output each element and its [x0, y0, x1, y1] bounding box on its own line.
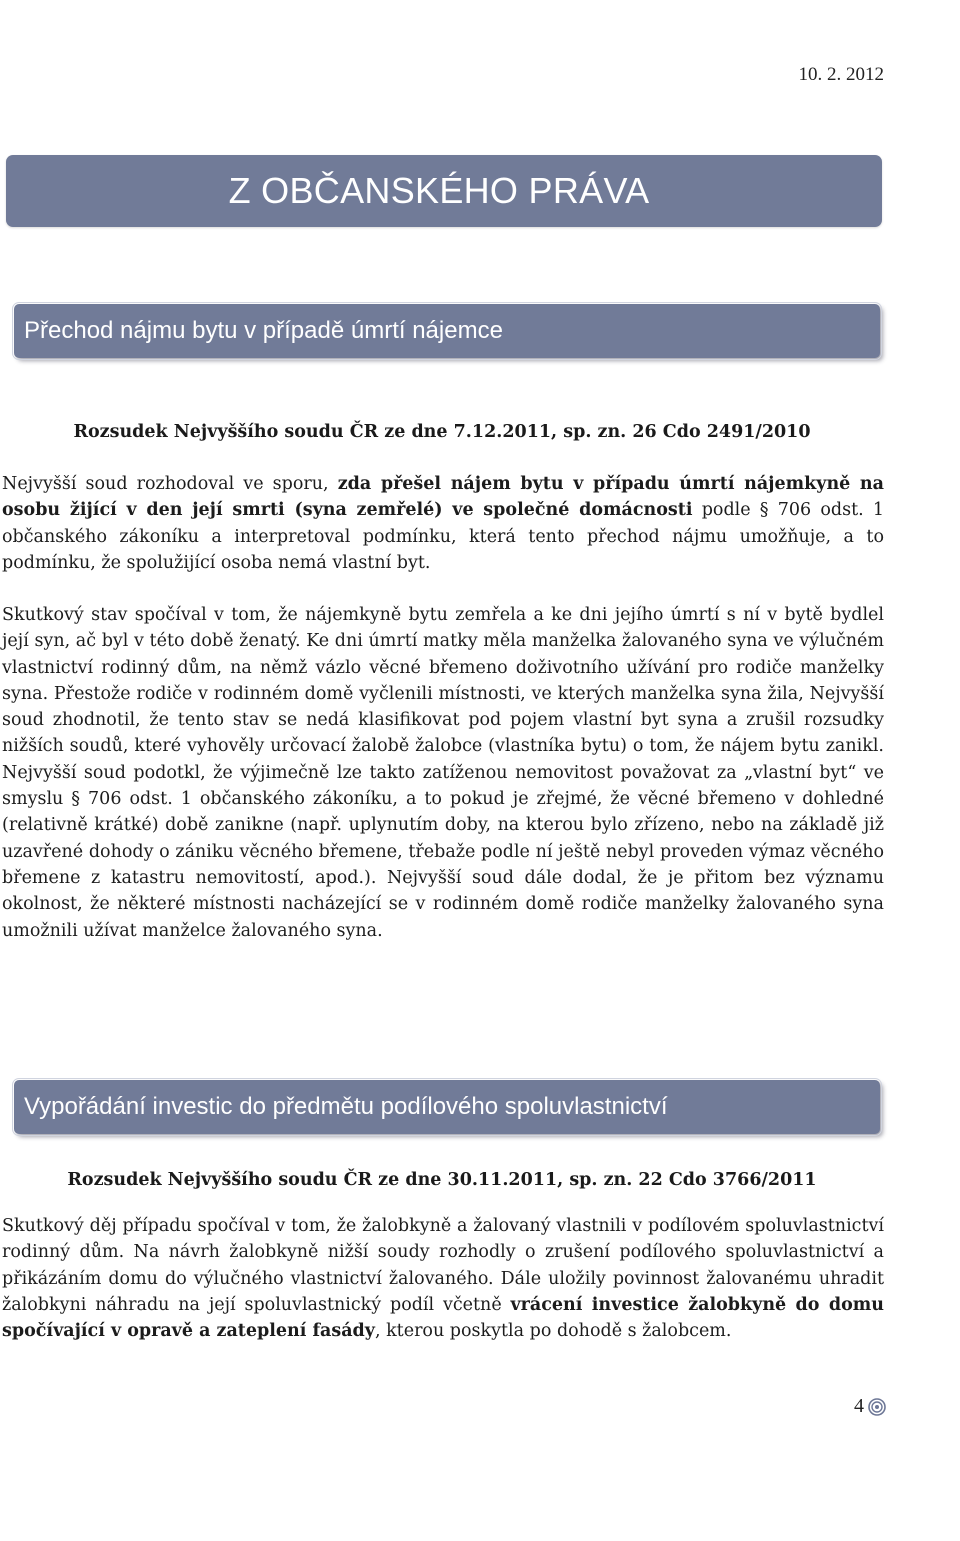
- target-icon: [868, 1398, 886, 1416]
- header-date: 10. 2. 2012: [798, 64, 884, 85]
- page-number: [854, 1395, 886, 1418]
- paragraph-text: , kterou poskytla po dohodě s žalobcem.: [374, 1321, 732, 1342]
- paragraph-emphasis: vrácení investice žalobkyně do domu spočívající v opravě a zateplení fasády: [2, 1294, 884, 1342]
- section-2-paragraph-1: [2, 1213, 884, 1344]
- section-heading-2-text: Vypořádání investic do předmětu podílového spoluvlastnictví: [24, 1093, 668, 1120]
- paragraph-text: Skutkový děj případu spočíval v tom, že žalobkyně a žalovaný vlastnili v podílovém spoluvlastnictví rodinný dům. Na návrh žalobkyně nižší soudy rozhodly o zrušení podílového spoluvlastnictví a přikázáním domu do výlučného vlastnictví žalovaného. Dále uložily povinnost žalovanému uhradit žalobkyni náhradu na její spoluvlastnický podíl včetně: [2, 1216, 884, 1315]
- section-1-paragraph-2: Skutkový stav spočíval v tom, že nájemkyně bytu zemřela a ke dni jejího úmrtí s ní v bytě bydlel její syn, ač byl v této době ženatý. Ke dni úmrtí matky měla manželka žalovaného syna ve výlučném vlastnictví rodinný dům, na němž vázlo věcné břemeno doživotního užívání pro rodiče manželky syna. Přestože rodiče v rodinném domě vyčlenili místnosti, ve kterých manželka syna žila, Nejvyšší soud zhodnotil, že tento stav se nedá klasifikovat pod pojem vlastní byt syna a zrušil rozsudky nižších soudů, které vyhověly určovací žalobě žalobce (vlastníka bytu) o tom, že nájem bytu zanikl. Nejvyšší soud podotkl, že výjimečně lze takto zatíženou nemovitost považovat za „vlastní byt“ ve smyslu § 706 odst. 1 občanského zákoníku, a to pokud je zřejmé, že věcné břemeno v dohledné (relativně krátké) době zanikne (např. uplynutím doby, na kterou bylo zřízeno, nebo na základě již uzavřené dohody o zániku věcného břemene, třebaže podle ní ještě nebyl proveden výmaz věcného břemene z katastru nemovitostí, apod.). Nejvyšší soud dále dodal, že je přitom bez významu okolnost, že některé místnosti nacházející se v rodinném domě rodiče manželky žalovaného syna umožnili užívat manželce žalovaného syna.: [2, 605, 884, 941]
- page-number-text: 4: [854, 1395, 864, 1417]
- section-heading-2: [14, 1080, 880, 1134]
- section-heading-1: [14, 304, 880, 358]
- section-heading-1-text: Přechod nájmu bytu v případě úmrtí nájemce: [24, 317, 503, 344]
- page-banner: [6, 155, 882, 227]
- section-1-paragraph-1: [2, 471, 884, 576]
- ruling-citation-2: Rozsudek Nejvyššího soudu ČR ze dne 30.11.2011, sp. zn. 22 Cdo 3766/2011: [67, 1170, 817, 1190]
- banner-title: Z OBČANSKÉHO PRÁVA: [228, 170, 650, 211]
- paragraph-text: podle § 706 odst. 1 občanského zákoníku a interpretoval podmínku, která tento přechod nájmu umožňuje, a to podmínku, že spolužijící osoba nemá vlastní byt.: [2, 500, 885, 573]
- paragraph-text: Nejvyšší soud rozhodoval ve sporu,: [2, 474, 338, 494]
- ruling-citation-1: Rozsudek Nejvyššího soudu ČR ze dne 7.12.2011, sp. zn. 26 Cdo 2491/2010: [73, 422, 811, 442]
- paragraph-emphasis: zda přešel nájem bytu v případu úmrtí nájemkyně na osobu žijící v den její smrti (syna zemřelé) ve společné domácnosti: [2, 474, 884, 521]
